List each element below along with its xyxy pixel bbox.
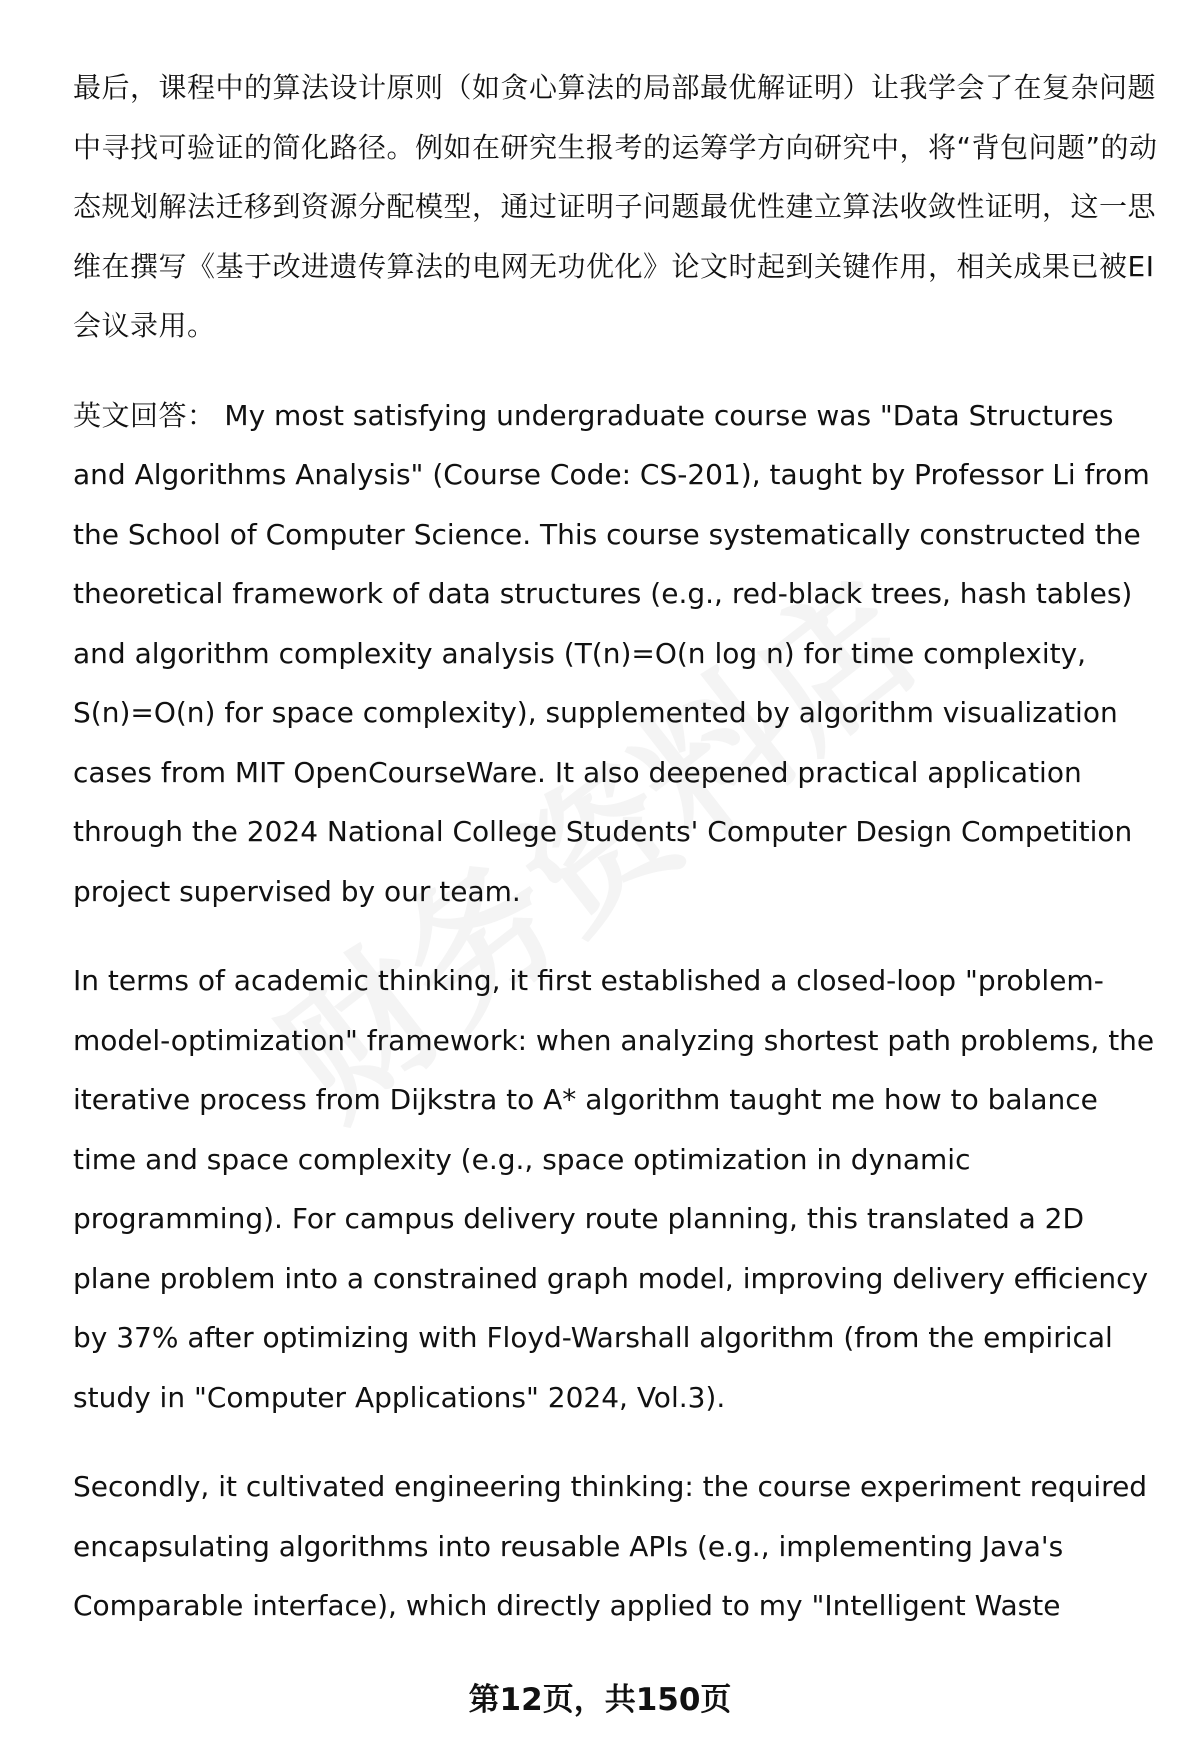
english-answer-text: My most satisfying undergraduate course was "Data Structures and Algorithms Analysis" (Course Code: CS-201), taught by Professor Li from the School of Computer Science. This course systematically constructed the theoretical framework of data structures (e.g., red-black trees, hash tables) and algorithm complexity analysis (T(n)=O(n log n) for time complexity, S(n)=O(n) for space complexity), supplemented by algorithm visualization cases from MIT OpenCourseWare. It also deepened practical application through the 2024 National College Students' Computer Design Competition project supervised by our team. xyxy=(73,398,1150,908)
paragraph-engineering-thinking: Secondly, it cultivated engineering thinking: the course experiment required encapsulating algorithms into reusable APIs (e.g., implementing Java's Comparable interface), which directly applied to my "Intelligent Waste xyxy=(73,1470,1148,1622)
english-answer-label: 英文回答： xyxy=(73,398,216,432)
paragraph-english-answer-intro xyxy=(73,386,1158,922)
page-number-footer: 第12页，共150页 xyxy=(468,1682,732,1718)
paragraph-academic-thinking: In terms of academic thinking, it first established a closed-loop "problem-model-optimization" framework: when analyzing shortest path problems, the iterative process from Dijkstra to A* algorithm taught me how to balance time and space complexity (e.g., space optimization in dynamic programming). For campus delivery route planning, this translated a 2D plane problem into a constrained graph model, improving delivery efficiency by 37% after optimizing with Floyd-Warshall algorithm (from the empirical study in "Computer Applications" 2024, Vol.3). xyxy=(73,964,1155,1414)
paragraph-chinese-conclusion: 最后，课程中的算法设计原则（如贪心算法的局部最优解证明）让我学会了在复杂问题中寻找可验证的简化路径。例如在研究生报考的运筹学方向研究中，将“背包问题”的动态规划解法迁移到资源分配模型，通过证明子问题最优性建立算法收敛性证明，这一思维在撰写《基于改进遗传算法的电网无功优化》论文时起到关键作用，相关成果已被EI会议录用。 xyxy=(73,71,1158,342)
document-body xyxy=(73,58,1158,1636)
